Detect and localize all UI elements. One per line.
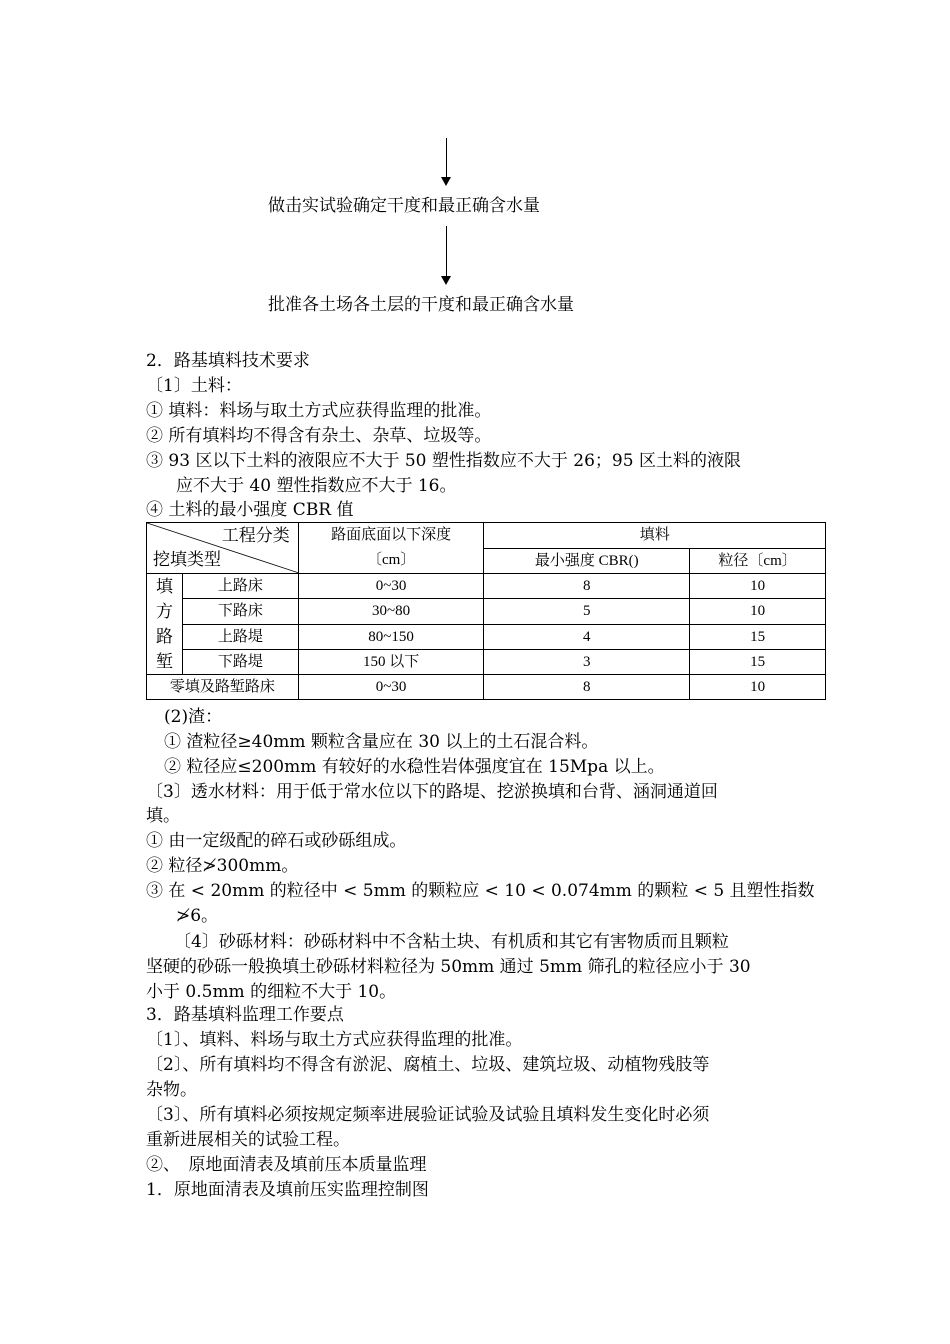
- group-label-char: 方: [155, 602, 173, 621]
- row-type: 下路堤: [182, 649, 298, 674]
- permeable-item-2: ② 粒径≯300mm。: [146, 856, 299, 876]
- row-depth: 80~150: [298, 624, 484, 649]
- permeable-item-1: ① 由一定级配的碎石或砂砾组成。: [146, 831, 407, 851]
- gravel-para-line: 坚硬的砂砾一般换填土砂砾材料粒径为 50mm 通过 5mm 筛孔的粒径应小于 30: [146, 957, 751, 977]
- table-row: [147, 574, 826, 599]
- soil-item-1: ① 填料：料场与取土方式应获得监理的批准。: [146, 401, 492, 421]
- permeable-title: 〔3〕透水材料：用于低于常水位以下的路堤、挖淤换填和台背、涵洞通道回: [146, 782, 718, 802]
- gravel-para-line: 小于 0.5mm 的细粒不大于 10。: [146, 982, 397, 1002]
- row-depth: 0~30: [298, 574, 484, 599]
- header-depth-unit: 〔cm〕: [366, 552, 416, 568]
- group-label-char: 路: [155, 627, 173, 646]
- section-heading: 3．路基填料监理工作要点: [146, 1005, 344, 1025]
- header-fill: 填料: [484, 523, 826, 549]
- row-type: 上路堤: [182, 624, 298, 649]
- cbr-table: [146, 522, 826, 700]
- header-particle-size: 粒径〔cm〕: [690, 548, 826, 574]
- supervision-point-2-cont: 杂物。: [146, 1080, 197, 1100]
- supervision-point-3-cont: 重新进展相关的试验工程。: [146, 1130, 350, 1150]
- row-size: 10: [690, 574, 826, 599]
- soil-item-2: ② 所有填料均不得含有杂土、杂草、垃圾等。: [146, 426, 492, 446]
- part-heading: ②、 原地面清表及填前压本质量监理: [146, 1155, 427, 1175]
- flow-step-compaction-test: 做击实试验确定干度和最正确含水量: [268, 196, 540, 216]
- row-type: 零填及路堑路床: [147, 675, 299, 700]
- supervision-point-2: 〔2〕、所有填料均不得含有淤泥、腐植土、垃圾、建筑垃圾、动植物残肢等: [146, 1055, 710, 1075]
- header-depth: [298, 523, 484, 574]
- table-row: [147, 649, 826, 674]
- row-type: 下路床: [182, 599, 298, 624]
- section-heading: 2．路基填料技术要求: [146, 351, 310, 371]
- flow-connector-line: [446, 226, 447, 277]
- soil-item-3: ③ 93 区以下土料的液限应不大于 50 塑性指数应不大于 26；95 区土料的液限: [146, 451, 741, 471]
- table-row: [147, 599, 826, 624]
- row-type: 上路床: [182, 574, 298, 599]
- flow-arrow-down-icon: [441, 276, 451, 285]
- header-min-cbr: 最小强度 CBR(): [484, 548, 690, 574]
- row-size: 15: [690, 624, 826, 649]
- row-size: 10: [690, 675, 826, 700]
- row-cbr: 3: [484, 649, 690, 674]
- row-cbr: 4: [484, 624, 690, 649]
- gravel-para-line: 〔4〕砂砾材料：砂砾材料中不含粘土块、有机质和其它有害物质而且颗粒: [174, 932, 729, 952]
- row-size: 15: [690, 649, 826, 674]
- row-depth: 30~80: [298, 599, 484, 624]
- flow-arrow-down-icon: [441, 177, 451, 186]
- supervision-point-3: 〔3〕、所有填料必须按规定频率进展验证试验及试验且填料发生变化时必须: [146, 1105, 710, 1125]
- table-row: [147, 624, 826, 649]
- flow-step-approval: 批准各土场各土层的干度和最正确含水量: [268, 295, 574, 315]
- permeable-title-cont: 填。: [146, 806, 180, 826]
- header-cut-fill-type: 挖填类型: [153, 550, 221, 569]
- permeable-item-3-cont: ≯6。: [176, 906, 219, 926]
- slag-title: (2)渣：: [164, 707, 223, 727]
- table-row: [147, 675, 826, 700]
- soil-item-3-cont: 应不大于 40 塑性指数应不大于 16。: [176, 476, 457, 496]
- flow-connector-line: [446, 138, 447, 178]
- row-cbr: 8: [484, 574, 690, 599]
- slag-item-2: ② 粒径应≤200mm 有较好的水稳性岩体强度宜在 15Mpa 以上。: [164, 757, 665, 777]
- row-depth: 0~30: [298, 675, 484, 700]
- soil-item-4: ④ 土料的最小强度 CBR 值: [146, 500, 354, 520]
- group-label-char: 填: [155, 577, 173, 596]
- supervision-point-1: 〔1〕、填料、料场与取土方式应获得监理的批准。: [146, 1030, 523, 1050]
- group-label-char: 堑: [155, 652, 173, 671]
- row-cbr: 5: [484, 599, 690, 624]
- subsection-heading: 1．原地面清表及填前压实监理控制图: [146, 1180, 429, 1200]
- header-project-category: 工程分类: [221, 526, 290, 545]
- row-size: 10: [690, 599, 826, 624]
- header-depth-label: 路面底面以下深度: [331, 527, 452, 543]
- slag-item-1: ① 渣粒径≥40mm 颗粒含量应在 30 以上的土石混合料。: [164, 732, 599, 752]
- row-depth: 150 以下: [298, 649, 484, 674]
- group-label-fill-cut: [147, 574, 183, 675]
- row-cbr: 8: [484, 675, 690, 700]
- permeable-item-3: ③ 在 < 20mm 的粒径中 < 5mm 的颗粒应 < 10 < 0.074mm 的颗粒 < 5 且塑性指数: [146, 881, 815, 901]
- soil-title: 〔1〕土料：: [146, 376, 242, 396]
- table-diagonal-header: [147, 523, 299, 574]
